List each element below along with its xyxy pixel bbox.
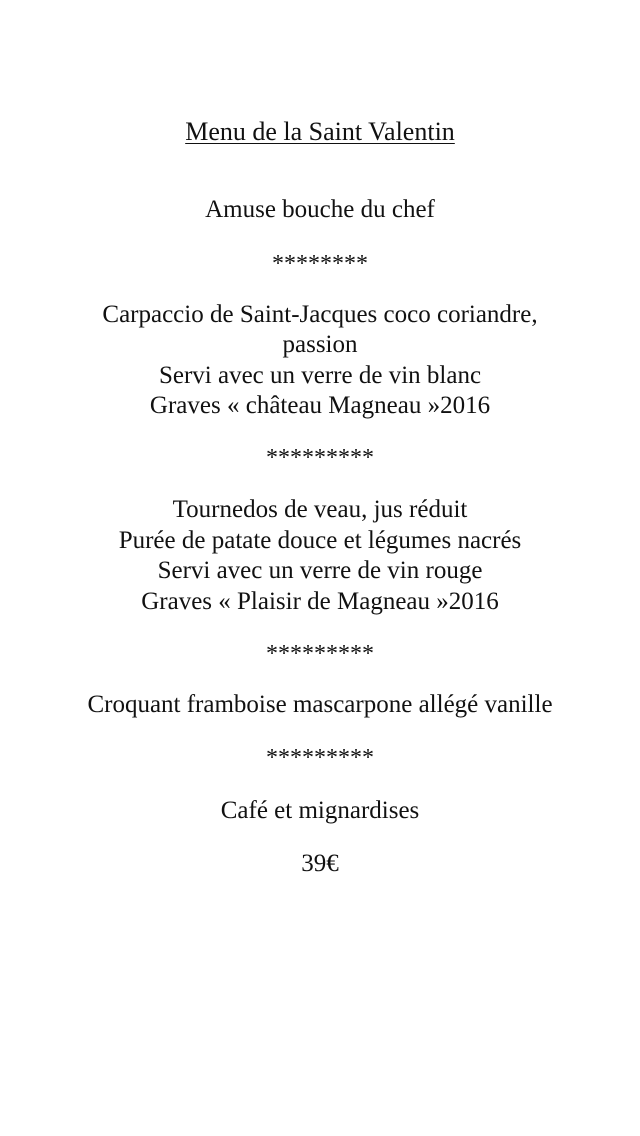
separator-1: ******** (272, 251, 368, 277)
separator-3: ********* (266, 641, 374, 667)
main-line-4: Graves « Plaisir de Magneau »2016 (141, 588, 499, 615)
separator-2: ********* (266, 445, 374, 471)
main-line-2: Purée de patate douce et légumes nacrés (118, 527, 522, 554)
separator-4: ********* (266, 745, 374, 771)
main-line-3: Servi avec un verre de vin rouge (157, 557, 483, 584)
menu-title: Menu de la Saint Valentin (185, 117, 455, 146)
menu-price: 39€ (301, 850, 339, 877)
starter-line-1: Carpaccio de Saint-Jacques coco coriandre, (102, 301, 538, 328)
starter-line-3: Servi avec un verre de vin blanc (158, 362, 482, 389)
amuse-bouche: Amuse bouche du chef (205, 196, 435, 223)
starter-line-2: passion (282, 331, 358, 358)
starter-line-4: Graves « château Magneau »2016 (149, 392, 491, 419)
coffee-line: Café et mignardises (220, 797, 420, 824)
main-line-1: Tournedos de veau, jus réduit (172, 496, 468, 523)
dessert-line: Croquant framboise mascarpone allégé vanille (87, 691, 553, 718)
